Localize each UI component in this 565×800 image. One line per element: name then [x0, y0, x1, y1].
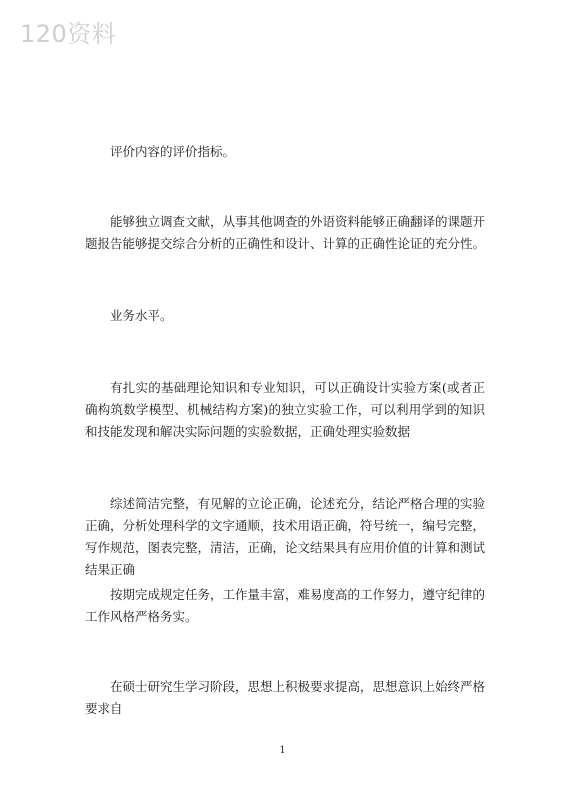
paragraph-literature-research: 能够独立调查文献，从事其他调查的外语资料能够正确翻译的课题开题报告能够提交综合分析的正确性和设计、计算的正确性论证的充分性。	[85, 214, 486, 251]
paragraph-work-attitude: 按期完成规定任务，工作量丰富，难易度高的工作努力，遵守纪律的工作风格严格务实。	[85, 587, 486, 624]
paragraph-study-stage: 在硕士研究生学习阶段，思想上积极要求提高，思想意识上始终严格要求自	[85, 679, 486, 716]
page-number: 1	[279, 745, 286, 756]
paragraph-professional-level: 业务水平。	[110, 308, 173, 323]
paragraph-evaluation-indicators: 评价内容的评价指标。	[110, 144, 236, 159]
paragraph-thesis-writing: 综述简洁完整，有见解的立论正确，论述充分，结论严格合理的实验正确，分析处理科学的文字通顺，技术用语正确，符号统一，编号完整，写作规范，图表完整，清洁，正确，论文结果具有应用价值的计算和测试结果正确	[85, 496, 486, 577]
paragraph-theoretical-knowledge: 有扎实的基础理论知识和专业知识，可以正确设计实验方案(或者正确构筑数学模型、机械结构方案)的独立实验工作，可以利用学到的知识和技能发现和解决实际问题的实验数据，正确处理实验数据	[85, 380, 485, 439]
watermark-logo: 120资料	[20, 20, 117, 48]
